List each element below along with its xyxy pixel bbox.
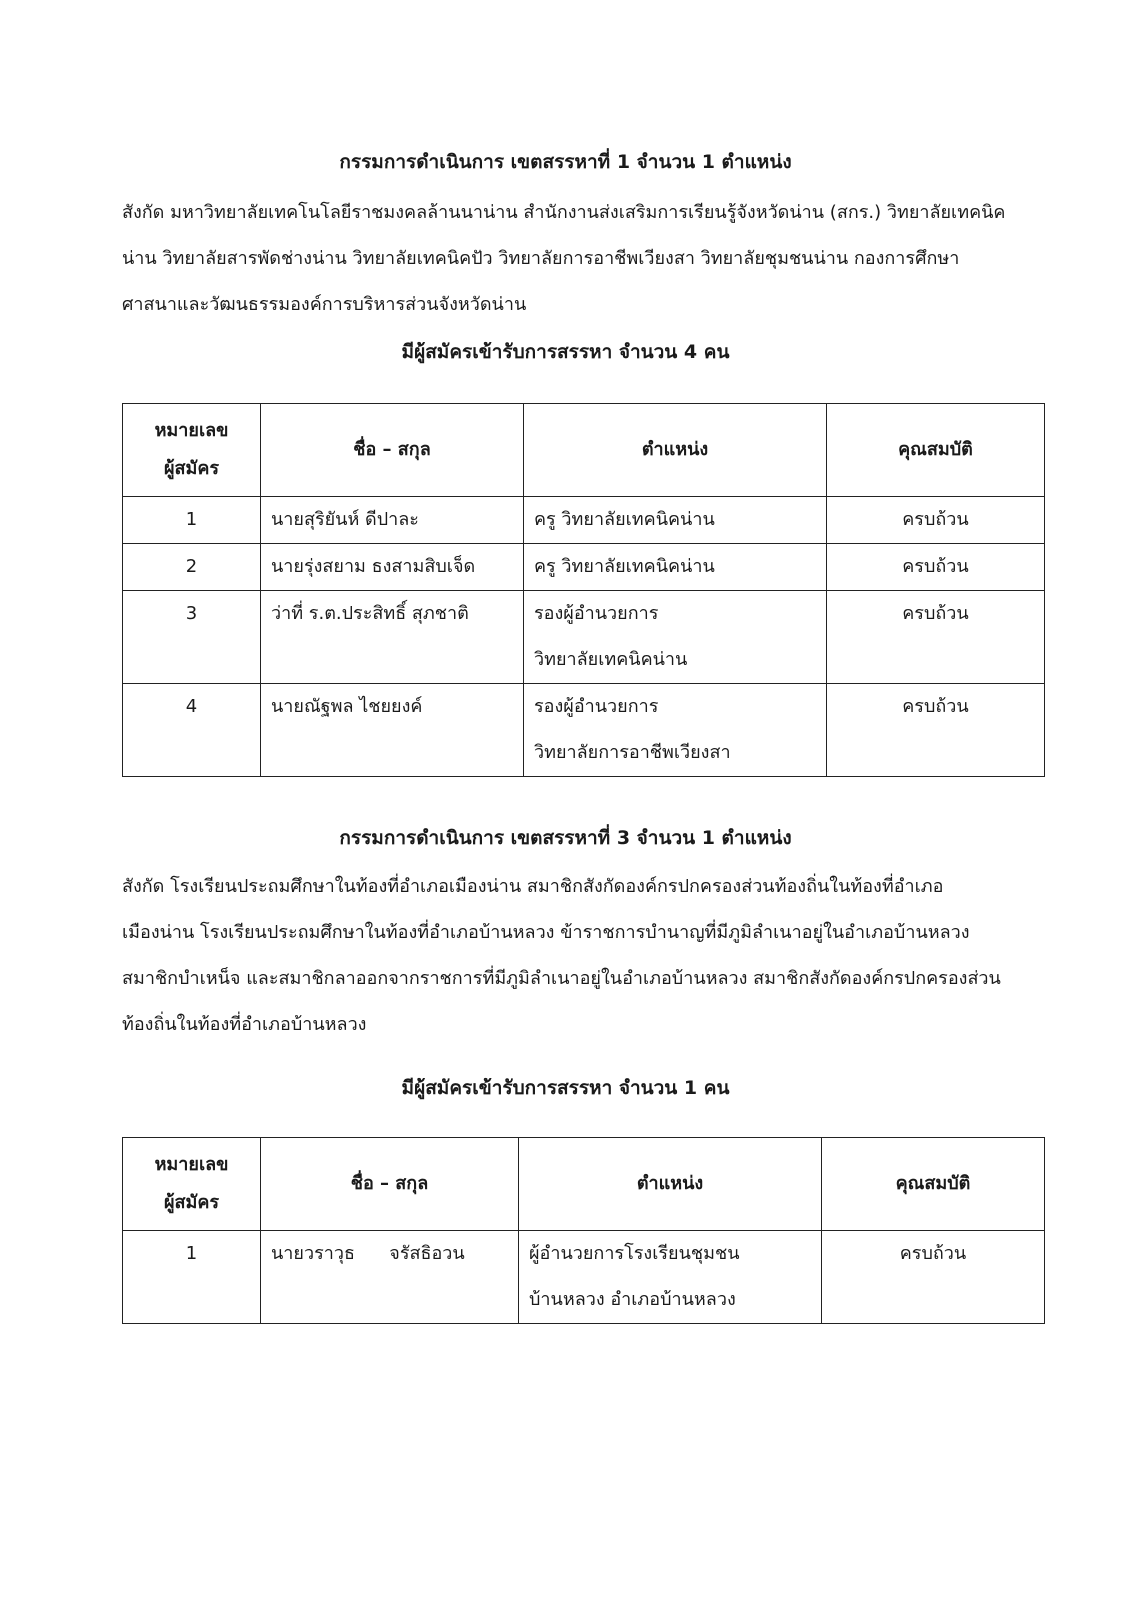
cell-number: 4 bbox=[123, 684, 261, 777]
section1-affiliation-line: น่าน วิทยาลัยสารพัดช่างน่าน วิทยาลัยเทคนิคปัว วิทยาลัยการอาชีพเวียงสา วิทยาลัยชุมชนน่าน กองการศึกษา bbox=[122, 248, 960, 269]
cell-position bbox=[519, 1231, 822, 1324]
section1-affiliation bbox=[122, 190, 1044, 328]
cell-position-line: รองผู้อำนวยการ bbox=[534, 603, 659, 624]
cell-number: 1 bbox=[123, 1231, 261, 1324]
cell-position bbox=[524, 591, 827, 684]
cell-name: นายสุริยันห์ ดีปาละ bbox=[261, 497, 524, 544]
section1-applicant-count: มีผู้สมัครเข้ารับการสรรหา จำนวน 4 คน bbox=[401, 341, 730, 363]
cell-name: นายณัฐพล ไชยยงค์ bbox=[261, 684, 524, 777]
section2-heading: กรรมการดำเนินการ เขตสรรหาที่ 3 จำนวน 1 ตำแหน่ง bbox=[339, 827, 792, 849]
header-qualification: คุณสมบัติ bbox=[822, 1138, 1045, 1231]
cell-number: 1 bbox=[123, 497, 261, 544]
cell-name: ว่าที่ ร.ต.ประสิทธิ์ สุภชาติ bbox=[261, 591, 524, 684]
cell-position-line: ครู วิทยาลัยเทคนิคน่าน bbox=[534, 509, 715, 530]
cell-position bbox=[524, 497, 827, 544]
cell-name: นายวราวุธ จรัสธิอวน bbox=[261, 1231, 519, 1324]
header-position: ตำแหน่ง bbox=[524, 404, 827, 497]
section2-affiliation-line: ท้องถิ่นในท้องที่อำเภอบ้านหลวง bbox=[122, 1014, 367, 1035]
section2-candidates-table bbox=[122, 1137, 1045, 1324]
section2-affiliation bbox=[122, 864, 1044, 1048]
cell-name: นายรุ่งสยาม ธงสามสิบเจ็ด bbox=[261, 544, 524, 591]
header-name: ชื่อ – สกุล bbox=[261, 404, 524, 497]
cell-position-line: วิทยาลัยเทคนิคน่าน bbox=[534, 649, 688, 670]
section1-affiliation-line: ศาสนาและวัฒนธรรมองค์การบริหารส่วนจังหวัดน่าน bbox=[122, 294, 527, 315]
header-name: ชื่อ – สกุล bbox=[261, 1138, 519, 1231]
section1-affiliation-line: สังกัด มหาวิทยาลัยเทคโนโลยีราชมงคลล้านนาน่าน สำนักงานส่งเสริมการเรียนรู้จังหวัดน่าน (สกร.) วิทยาลัยเทคนิค bbox=[122, 202, 1006, 223]
cell-number: 2 bbox=[123, 544, 261, 591]
cell-position bbox=[524, 684, 827, 777]
table-row bbox=[123, 544, 1045, 591]
cell-position-line: วิทยาลัยการอาชีพเวียงสา bbox=[534, 742, 731, 763]
section2-affiliation-line: สมาชิกบำเหน็จ และสมาชิกลาออกจากราชการที่มีภูมิลำเนาอยู่ในอำเภอบ้านหลวง สมาชิกสังกัดองค์กรปกครองส่วน bbox=[122, 968, 1001, 989]
cell-number: 3 bbox=[123, 591, 261, 684]
section1-heading: กรรมการดำเนินการ เขตสรรหาที่ 1 จำนวน 1 ตำแหน่ง bbox=[339, 151, 792, 173]
header-position: ตำแหน่ง bbox=[519, 1138, 822, 1231]
header-qualification: คุณสมบัติ bbox=[827, 404, 1045, 497]
cell-qualification: ครบถ้วน bbox=[827, 544, 1045, 591]
cell-position-line: รองผู้อำนวยการ bbox=[534, 696, 659, 717]
section2-applicant-count: มีผู้สมัครเข้ารับการสรรหา จำนวน 1 คน bbox=[401, 1077, 730, 1099]
cell-qualification: ครบถ้วน bbox=[822, 1231, 1045, 1324]
header-number-line1: หมายเลข bbox=[154, 420, 229, 441]
header-candidate-number bbox=[123, 404, 261, 497]
section1-candidates-table bbox=[122, 403, 1045, 777]
table-header-row bbox=[123, 1138, 1045, 1231]
table-row bbox=[123, 591, 1045, 684]
section2-affiliation-line: สังกัด โรงเรียนประถมศึกษาในท้องที่อำเภอเมืองน่าน สมาชิกสังกัดองค์กรปกครองส่วนท้องถิ่นในท้องที่อำเภอ bbox=[122, 876, 944, 897]
cell-position-line: ครู วิทยาลัยเทคนิคน่าน bbox=[534, 556, 715, 577]
cell-position-line: ผู้อำนวยการโรงเรียนชุมชน bbox=[529, 1243, 740, 1264]
table-row bbox=[123, 497, 1045, 544]
table-header-row bbox=[123, 404, 1045, 497]
cell-qualification: ครบถ้วน bbox=[827, 684, 1045, 777]
header-number-line2: ผู้สมัคร bbox=[163, 458, 220, 479]
cell-position bbox=[524, 544, 827, 591]
section2-affiliation-line: เมืองน่าน โรงเรียนประถมศึกษาในท้องที่อำเภอบ้านหลวง ข้าราชการบำนาญที่มีภูมิลำเนาอยู่ในอำเภอบ้านหลวง bbox=[122, 922, 970, 943]
header-candidate-number bbox=[123, 1138, 261, 1231]
cell-qualification: ครบถ้วน bbox=[827, 497, 1045, 544]
cell-qualification: ครบถ้วน bbox=[827, 591, 1045, 684]
table-row bbox=[123, 684, 1045, 777]
table-row bbox=[123, 1231, 1045, 1324]
header-number-line2: ผู้สมัคร bbox=[163, 1192, 220, 1213]
header-number-line1: หมายเลข bbox=[154, 1154, 229, 1175]
cell-position-line: บ้านหลวง อำเภอบ้านหลวง bbox=[529, 1289, 736, 1310]
